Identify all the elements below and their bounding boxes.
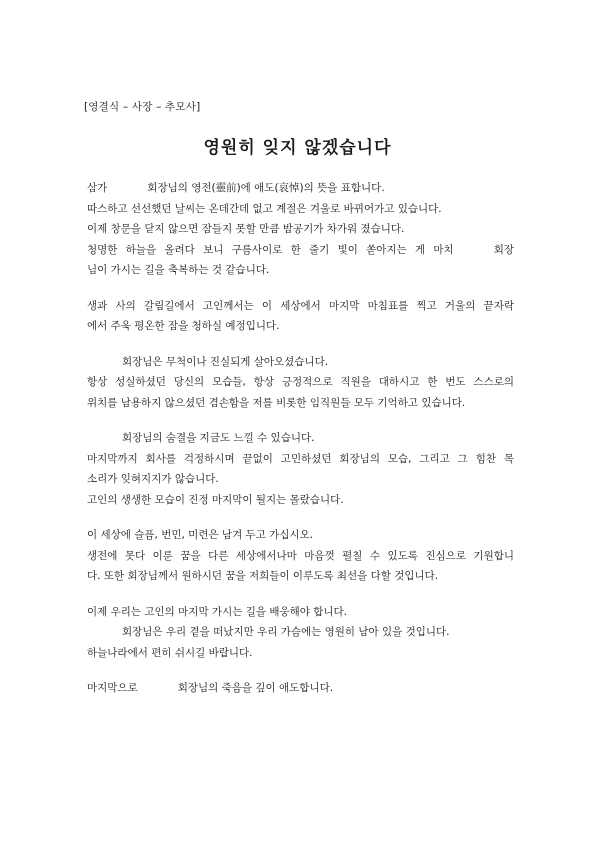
paragraph: [87, 178, 514, 281]
paragraph: [87, 428, 514, 510]
line-text: 이제 창문을 닫지 않으면 잠들지 못할 만큼 밤공기가 차가워 졌습니다.: [87, 223, 405, 235]
text-line: [87, 525, 514, 546]
line-text: 생과 사의 갈림길에서 고인께서는 이 세상에서 마지막 마침표를 찍고 거울의 끝자락: [87, 299, 514, 312]
line-text: 소리가 잊혀지지가 않습니다.: [87, 473, 219, 485]
paragraph-gap: [87, 510, 514, 525]
paragraph: [87, 678, 514, 699]
line-text: 청명한 하늘을 올려다 보니 구름사이로 한 줄기 빛이 쏟아지는 게 마치: [87, 243, 454, 256]
line-text: 회장님은 우리 곁을 떠났지만 우리 가슴에는 영원히 남아 있을 것입니다.: [122, 626, 450, 638]
text-line: [87, 622, 514, 643]
line-text: 하늘나라에서 편히 쉬시길 바랍니다.: [87, 646, 253, 659]
paragraph-gap: [87, 337, 514, 352]
document-body: [87, 178, 514, 699]
line-text: 따스하고 선선했던 날씨는 온데간데 없고 계절은 겨울로 바뀌어가고 있습니다.: [87, 202, 442, 215]
line-text: 회장님의 죽음을 깊이 애도합니다.: [177, 682, 334, 694]
paragraph-gap: [87, 663, 514, 678]
line-text: 님이 가시는 길을 축복하는 것 같습니다.: [87, 264, 270, 276]
line-text: 에서 주욱 평온한 잠을 청하실 예정입니다.: [87, 320, 280, 332]
line-text: 회장: [493, 243, 514, 256]
line-text: 회장님은 무척이나 진실되게 살아오셨습니다.: [122, 355, 329, 368]
document-title: 영원히 잊지 않겠습니다: [203, 138, 392, 158]
text-line: [87, 240, 514, 261]
paragraph: [87, 352, 514, 414]
paragraph: [87, 602, 514, 664]
text-line: [87, 219, 514, 240]
line-text: 다. 또한 회장님께서 원하시던 꿈을 저희들이 이루도록 최선을 다할 것입니다.: [87, 570, 439, 582]
text-line: [87, 449, 514, 470]
line-text: 고인의 생생한 모습이 진정 마지막이 될지는 몰랐습니다.: [87, 493, 344, 506]
text-line: [87, 352, 514, 373]
line-text: 회장님의 영전(靈前)에 애도(哀悼)의 뜻을 표합니다.: [147, 182, 385, 194]
text-line: [87, 428, 514, 449]
text-line: [87, 490, 514, 511]
text-line: [87, 178, 514, 199]
line-text: 마지막까지 회사를 걱정하시며 끝없이 고민하셨던 회장님의 모습, 그리고 그 힘찬 목: [87, 452, 514, 465]
paragraph: [87, 525, 514, 587]
paragraph-gap: [87, 281, 514, 296]
line-text: 이제 우리는 고인의 마지막 가시는 길을 배웅해야 합니다.: [87, 605, 347, 618]
text-line: [87, 393, 514, 414]
text-line: [87, 546, 514, 567]
text-line: [87, 643, 514, 664]
line-text: 회장님의 숨결을 지금도 느낄 수 있습니다.: [122, 432, 315, 444]
text-line: [87, 602, 514, 623]
text-line: [87, 469, 514, 490]
line-text: 생전에 못다 이룬 꿈을 다른 세상에서나마 마음껏 펼칠 수 있도록 진심으로 기원합니: [87, 549, 514, 562]
line-text: 삼가: [87, 182, 108, 194]
text-line: [87, 260, 514, 281]
paragraph-gap: [87, 587, 514, 602]
text-line: [87, 566, 514, 587]
document-header: [영결식 – 사장 – 추모사]: [84, 101, 201, 113]
text-line: [87, 199, 514, 220]
line-text: 마지막으로: [87, 682, 138, 694]
line-text: 항상 성실하셨던 당신의 모습들, 항상 긍정적으로 직원을 대하시고 한 번도 스스로의: [87, 376, 514, 388]
line-text: 위치를 남용하지 않으셨던 겸손함을 저를 비롯한 임직원들 모두 기억하고 있습니다.: [87, 396, 466, 409]
text-line: [87, 296, 514, 317]
paragraph-gap: [87, 413, 514, 428]
text-line: [87, 372, 514, 393]
text-line: [87, 316, 514, 337]
line-text: 이 세상에 슬픔, 번민, 미련은 남겨 두고 가십시오.: [87, 529, 314, 541]
paragraph: [87, 296, 514, 337]
text-line: [87, 678, 514, 699]
